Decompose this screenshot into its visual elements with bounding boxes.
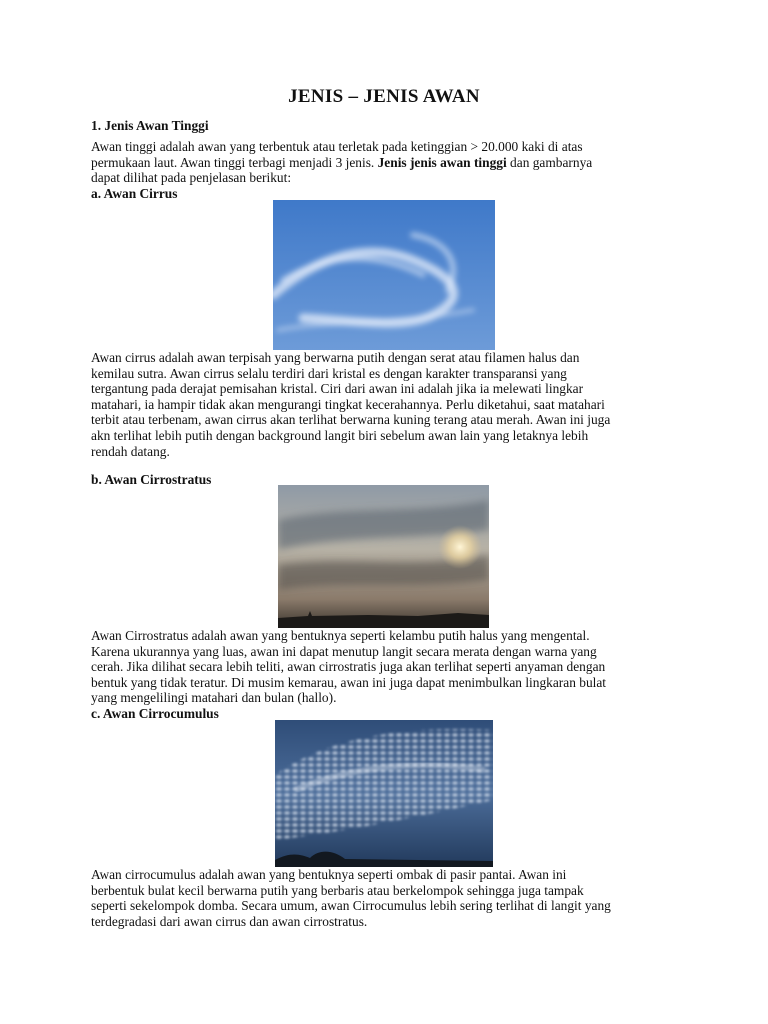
cirrus-heading: a. Awan Cirrus bbox=[91, 185, 178, 201]
document-title: JENIS – JENIS AWAN bbox=[288, 86, 480, 107]
section-heading bbox=[91, 118, 691, 134]
intro-text: permukaan laut. Awan tinggi terbagi menjadi 3 jenis. bbox=[91, 154, 378, 170]
intro-bold-text: Jenis jenis awan tinggi bbox=[377, 154, 507, 170]
cirrocumulus-description bbox=[91, 867, 691, 929]
paragraph-line: Awan cirrus adalah awan terpisah yang berwarna putih dengan serat atau filamen halus dan bbox=[91, 350, 580, 365]
paragraph-line: kemilau sutra. Awan cirrus selalu terdiri dari kristal es dengan karakter transparansi yang bbox=[91, 365, 567, 381]
intro-tail-text: dan gambarnya bbox=[506, 154, 593, 170]
paragraph-line: bentuk yang tidak teratur. Di musim kemarau, awan ini juga dapat menimbulkan lingkaran bulat bbox=[91, 674, 607, 690]
paragraph-line: terdegradasi dari awan cirrus dan awan cirrostratus. bbox=[91, 913, 368, 929]
paragraph-line: rendah datang. bbox=[91, 443, 170, 459]
paragraph-line: berbentuk bulat kecil berwarna putih yang berbaris atau berkelompok sehingga juga tampak bbox=[91, 882, 584, 898]
cirrostratus-heading: b. Awan Cirrostratus bbox=[91, 472, 212, 487]
paragraph-line: Awan cirrocumulus adalah awan yang bentuknya seperti ombak di pasir pantai. Awan ini bbox=[91, 867, 567, 882]
paragraph-line: akn terlihat lebih putih dengan background langit biri sebelum awan lain yang letaknya lebih bbox=[91, 427, 589, 443]
paragraph-line: Karena ukurannya yang luas, awan ini dapat menutup langit secara merata dengan warna yang bbox=[91, 643, 597, 659]
paragraph-line: cerah. Jika dilihat secara lebih teliti, awan cirrostratis juga akan terlihat seperti anyaman dengan bbox=[91, 659, 606, 675]
intro-line: Awan tinggi adalah awan yang terbentuk atau terletak pada ketinggian > 20.000 kaki di atas bbox=[91, 139, 583, 154]
cirrus-description bbox=[91, 350, 691, 459]
section-1-intro bbox=[91, 139, 691, 201]
cirrostratus-photo bbox=[278, 485, 489, 628]
paragraph-line: Awan Cirrostratus adalah awan yang bentuknya seperti kelambu putih halus yang mengental. bbox=[91, 628, 590, 643]
paragraph-line: yang mengelilingi matahari dan bulan (hallo). bbox=[91, 690, 337, 706]
cirrocumulus-heading: c. Awan Cirrocumulus bbox=[91, 705, 219, 721]
intro-line: dapat dilihat pada penjelasan berikut: bbox=[91, 170, 292, 186]
paragraph-line: terbit atau terbenam, awan cirrus akan terlihat berwarna kuning terang atau merah. Awan ini juga bbox=[91, 412, 611, 428]
cirrus-photo bbox=[273, 200, 495, 350]
paragraph-line: seperti sekelompok domba. Secara umum, awan Cirrocumulus lebih sering terlihat di langit yang bbox=[91, 898, 611, 914]
paragraph-line: tergantung pada derajat pemisahan kristal. Ciri dari awan ini adalah jika ia melewati lingkar bbox=[91, 381, 584, 397]
section-1-heading: 1. Jenis Awan Tinggi bbox=[91, 118, 209, 133]
intro-line bbox=[91, 155, 691, 171]
cirrostratus-description bbox=[91, 628, 691, 722]
cirrocumulus-photo bbox=[275, 720, 493, 867]
paragraph-line: matahari, ia hampir tidak akan mengurangi tingkat kecerahannya. Perlu diketahui, saat matahari bbox=[91, 396, 605, 412]
